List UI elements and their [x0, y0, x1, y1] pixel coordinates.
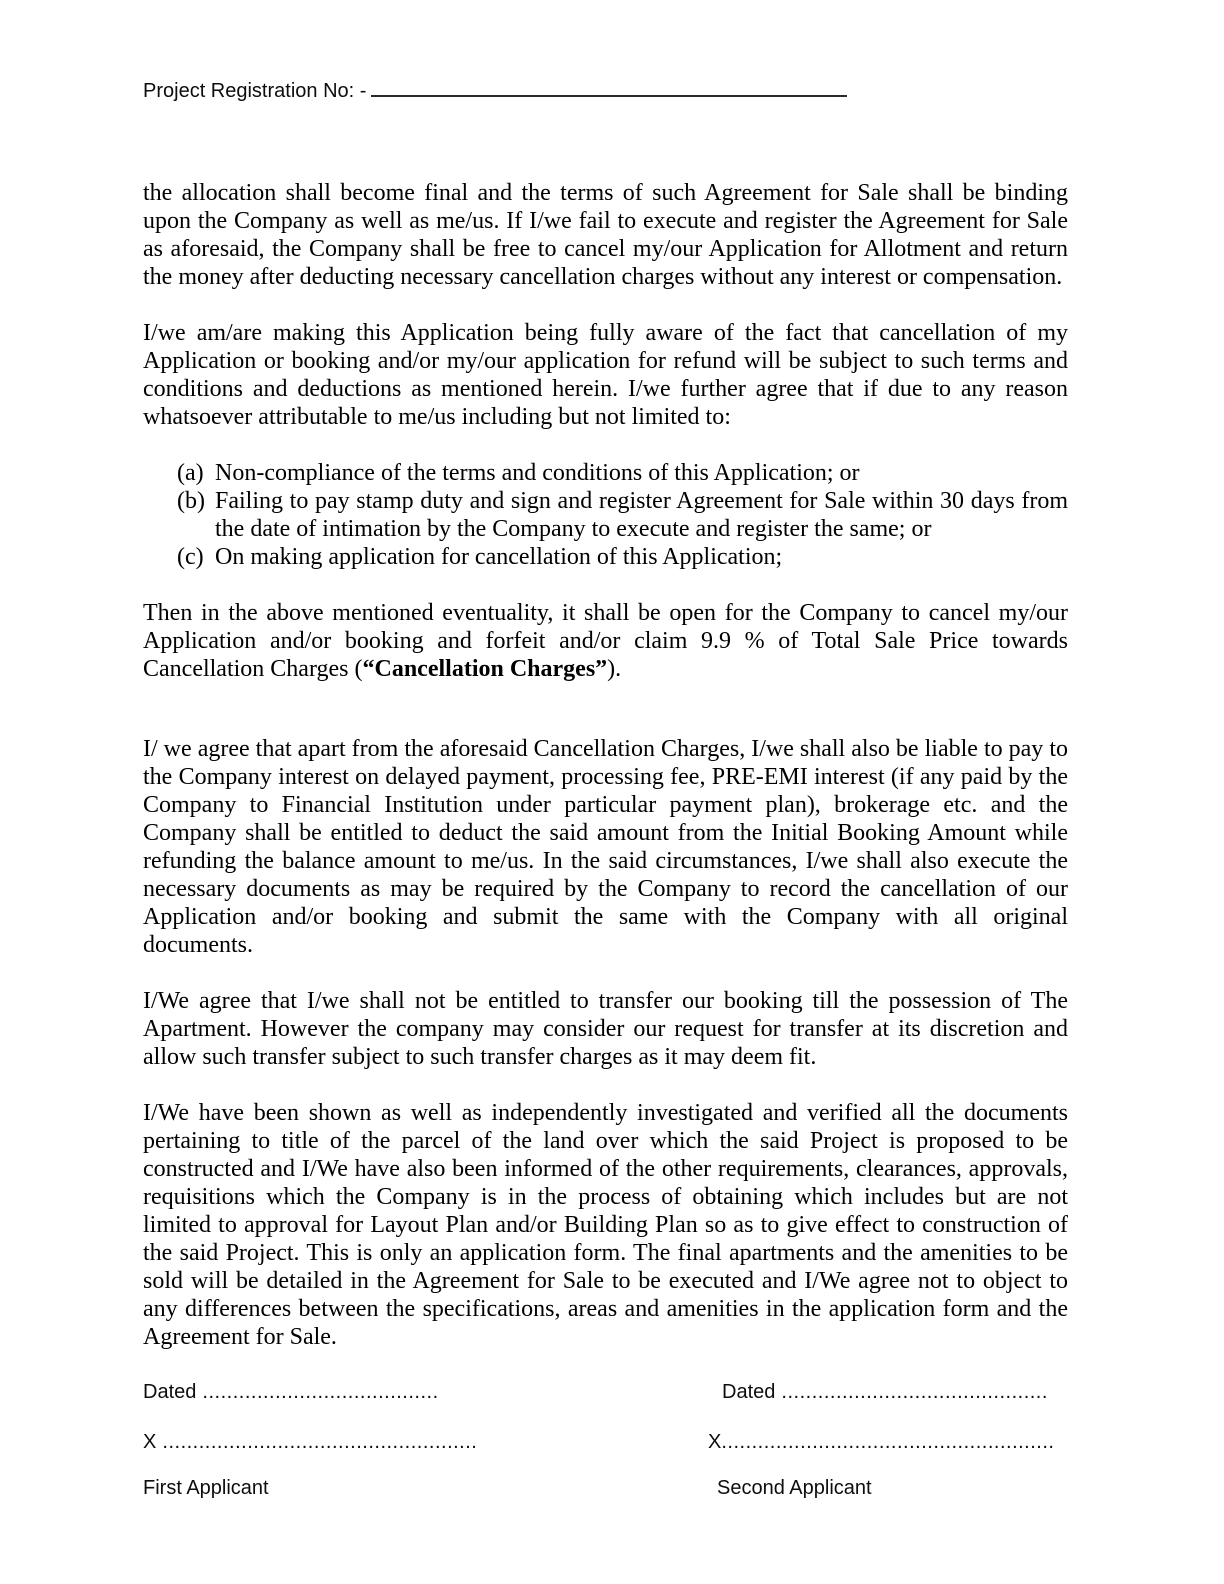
dated-second-applicant [708, 1379, 1068, 1405]
clause-b [177, 487, 1068, 543]
second-applicant-label: Second Applicant [717, 1477, 872, 1499]
clause-a-text: Non-compliance of the terms and conditions of this Application; or [215, 460, 860, 486]
clause-b-text: Failing to pay stamp duty and sign and register Agreement for Sale within 30 days from the date of intimation by the Company to execute and register the same; or [215, 488, 1068, 542]
sign-x-label-left: X [143, 1431, 157, 1453]
signature-second-applicant [708, 1429, 1068, 1455]
header [143, 77, 1068, 104]
paragraph-documents-verification: I/We have been shown as well as independently investigated and verified all the documents pertaining to title of the parcel of the land over which the said Project is proposed to be constructed and I/We have also been informed of the other requirements, clearances, approvals, requisitions which the Company is in the process of obtaining which includes but are not limited to approval for Layout Plan and/or Building Plan so as to give effect to construction of the said Project. This is only an application form. The final apartments and the amenities to be sold will be detailed in the Agreement for Sale to be executed and I/We agree not to object to any differences between the specifications, areas and amenities in the application form and the Agreement for Sale. [143, 1100, 1068, 1350]
dated-label-left: Dated [143, 1381, 197, 1403]
cancellation-charges-text-before: Then in the above mentioned eventuality, it shall be open for the Company to cancel my/our Application and/or booking and forfeit and/or claim 9.9 % of Total Sale Price towards Cancellation Charges ( [143, 600, 1068, 682]
signature-section [143, 1379, 1068, 1501]
paragraph-transfer-restriction: I/We agree that I/we shall not be entitled to transfer our booking till the possession of The Apartment. However the company may consider our request for transfer at its discretion and allow such transfer subject to such transfer charges as it may deem fit. [143, 988, 1068, 1070]
signature-row [143, 1429, 1068, 1455]
first-applicant-label: First Applicant [143, 1477, 269, 1499]
paragraph-additional-liabilities: I/ we agree that apart from the aforesaid Cancellation Charges, I/we shall also be liable to pay to the Company interest on delayed payment, processing fee, PRE-EMI interest (if any paid by the Company to Financial Institution under particular payment plan), brokerage etc. and the Company shall be entitled to deduct the said amount from the Initial Booking Amount while refunding the balance amount to me/us. In the said circumstances, I/we shall also execute the necessary documents as may be required by the Company to record the cancellation of our Application and/or booking and submit the same with the Company with all original documents. [143, 736, 1068, 958]
sign-x-label-right: X [708, 1431, 722, 1453]
dated-first-applicant [143, 1379, 708, 1405]
paragraph-cancellation-charges [143, 599, 1068, 683]
clause-c-text: On making application for cancellation of this Application; [215, 544, 783, 570]
clause-list [177, 459, 1068, 571]
dated-row [143, 1379, 1068, 1405]
paragraph-application-awareness: I/we am/are making this Application being fully aware of the fact that cancellation of my Application or booking and/or my/our application for refund will be subject to such terms and conditions and deductions as mentioned herein. I/we further agree that if due to any reason whatsoever attributable to me/us including but not limited to: [143, 320, 1068, 430]
clause-b-marker: (b) [177, 488, 205, 514]
dated-label-right: Dated [722, 1381, 776, 1403]
dated-fill-line-left[interactable]: ....................................... [196, 1381, 439, 1403]
dated-fill-line-right[interactable]: ............................................ [775, 1381, 1048, 1403]
signature-fill-line-left[interactable]: .................................................... [156, 1431, 478, 1453]
signature-fill-line-right[interactable]: ....................................................... [721, 1431, 1055, 1453]
paragraph-allocation-final: the allocation shall become final and the terms of such Agreement for Sale shall be binding upon the Company as well as me/us. If I/we fail to execute and register the Agreement for Sale as aforesaid, the Company shall be free to cancel my/our Application for Allotment and return the money after deducting necessary cancellation charges without any interest or compensation. [143, 180, 1068, 290]
signature-first-applicant [143, 1429, 708, 1455]
cancellation-charges-text-after: ). [607, 656, 622, 682]
registration-number-blank-line[interactable] [371, 77, 847, 97]
clause-a [177, 459, 1068, 487]
clause-a-marker: (a) [177, 460, 204, 486]
document-body [143, 179, 1068, 1351]
applicant-labels-row [143, 1475, 1068, 1501]
clause-c [177, 543, 1068, 571]
clause-c-marker: (c) [177, 544, 204, 570]
project-registration-label: Project Registration No: - [143, 80, 367, 102]
cancellation-charges-bold-term: “Cancellation Charges” [362, 656, 608, 682]
